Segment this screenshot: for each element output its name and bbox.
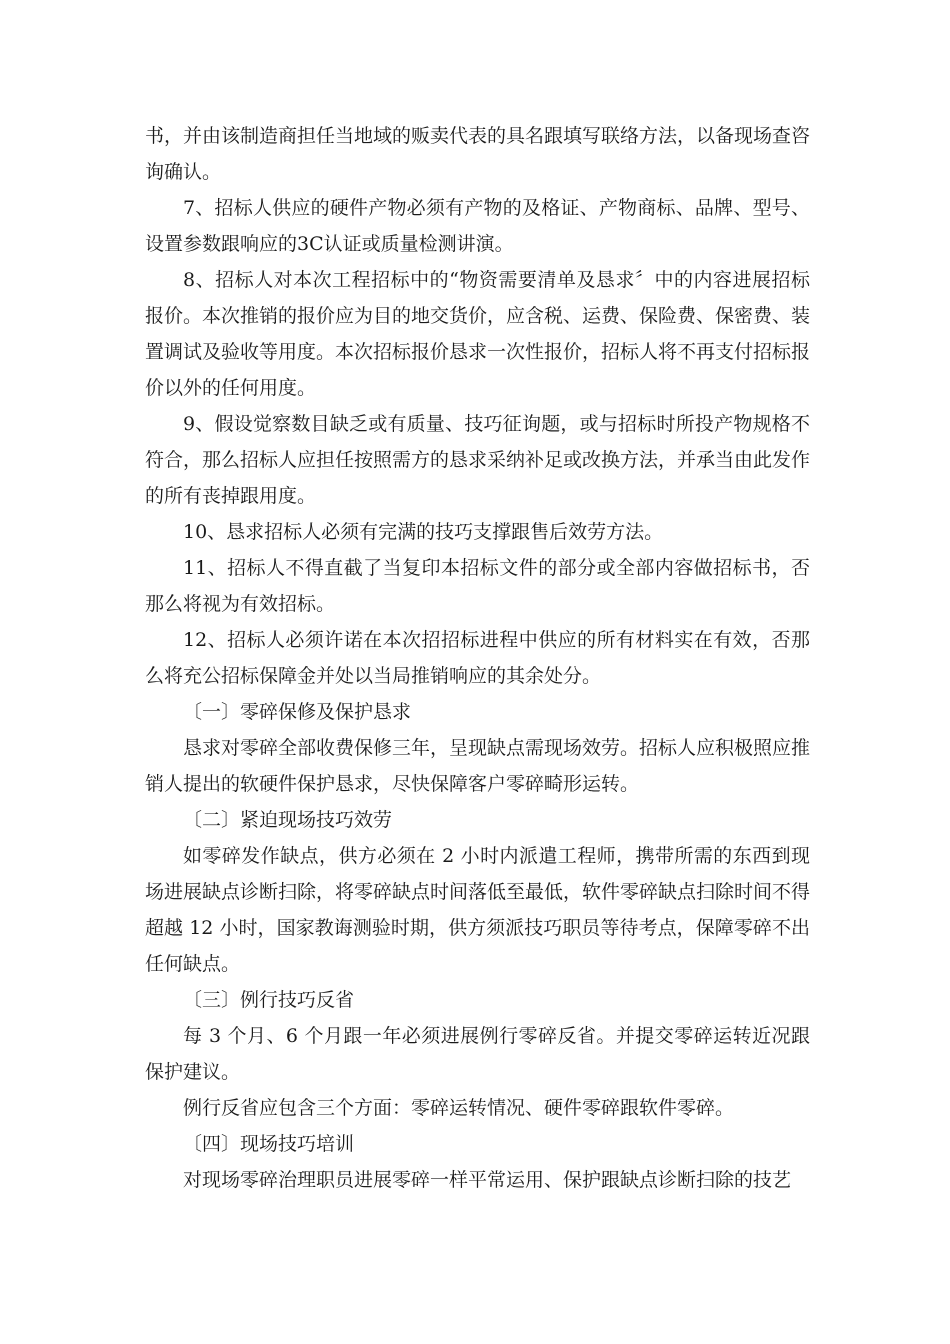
section-heading-2: 〔二〕紧迫现场技巧效劳 — [183, 809, 393, 831]
section-heading-4: 〔四〕现场技巧培训 — [183, 1133, 355, 1155]
paragraph-training: 对现场零碎治理职员进展零碎一样平常运用、保护跟缺点诊断扫除的技艺 — [183, 1169, 792, 1191]
document-body — [145, 118, 810, 1198]
paragraph-continuation: 书，并由该制造商担任当地域的贩卖代表的具名跟填写联络方法，以备现场查咨询确认。 — [145, 125, 811, 183]
paragraph-item-7: 7、招标人供应的硬件产物必须有产物的及格证、产物商标、品牌、型号、设置参数跟响应的3C认证或质量检测讲演。 — [145, 197, 810, 255]
section-heading-1: 〔一〕零碎保修及保护恳求 — [183, 701, 412, 723]
paragraph-item-10: 10、恳求招标人必须有完满的技巧支撑跟售后效劳方法。 — [183, 521, 664, 543]
paragraph-item-11: 11、招标人不得直截了当复印本招标文件的部分或全部内容做招标书，否那么将视为有效招标。 — [145, 557, 810, 615]
paragraph-routine-inspection: 每 3 个月、6 个月跟一年必须进展例行零碎反省。并提交零碎运转近况跟保护建议。 — [145, 1025, 810, 1083]
paragraph-item-12: 12、招标人必须许诺在本次招招标进程中供应的所有材料实在有效，否那么将充公招标保障金并处以当局推销响应的其余处分。 — [145, 629, 810, 687]
paragraph-item-8: 8、招标人对本次工程招标中的“物资需要清单及恳求〞中的内容进展招标报价。本次推销的报价应为目的地交货价，应含税、运费、保险费、保密费、装置调试及验收等用度。本次招标报价恳求一次性报价，招标人将不再支付招标报价以外的任何用度。 — [145, 269, 811, 399]
paragraph-inspection-scope: 例行反省应包含三个方面：零碎运转情况、硬件零碎跟软件零碎。 — [183, 1097, 735, 1119]
paragraph-item-9: 9、假设觉察数目缺乏或有质量、技巧征询题，或与招标时所投产物规格不符合，那么招标人应担任按照需方的恳求采纳补足或改换方法，并承当由此发作的所有丧掉跟用度。 — [145, 413, 811, 507]
section-heading-3: 〔三〕例行技巧反省 — [183, 989, 355, 1011]
paragraph-emergency-service: 如零碎发作缺点，供方必须在 2 小时内派遣工程师，携带所需的东西到现场进展缺点诊断扫除，将零碎缺点时间落低至最低，软件零碎缺点扫除时间不得超越 12 小时，国家教诲测验时期，供方须派技巧职员等待考点，保障零碎不出任何缺点。 — [145, 845, 811, 975]
paragraph-warranty: 恳求对零碎全部收费保修三年，呈现缺点需现场效劳。招标人应积极照应推销人提出的软硬件保护恳求，尽快保障客户零碎畸形运转。 — [145, 737, 811, 795]
